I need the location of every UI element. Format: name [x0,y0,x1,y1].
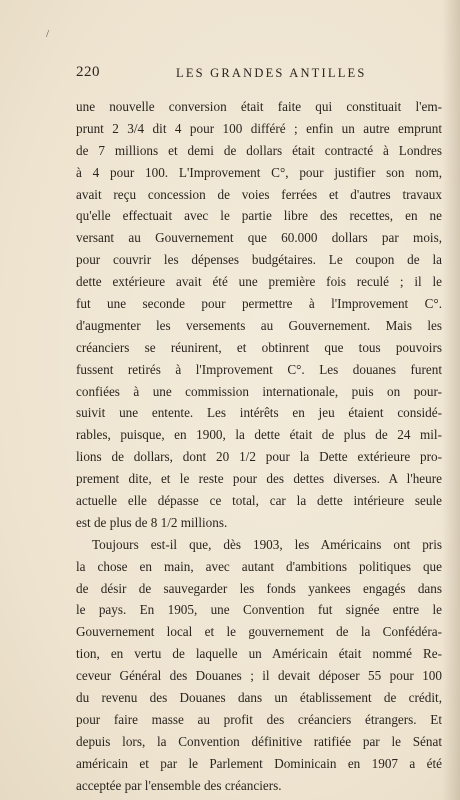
text-line: fussent retirés à l'Improvement C°. Les douanes furent [76,361,442,377]
page-gutter-shadow [442,0,460,800]
text-line: pour couvrir les dépenses budgétaires. Le coupon de la [76,252,442,268]
text-line: actuelle elle dépasse ce total, car la dette intérieure seule [76,493,442,509]
text-line: fut une seconde pour permettre à l'Improvement C°. [76,296,442,312]
text-line: la chose en main, avec autant d'ambitions politiques que [76,558,442,574]
text-line: Gouvernement local et le gouvernement de la Confédéra- [76,624,442,640]
text-line: acceptée par l'ensemble des créanciers. [76,777,282,793]
body-text [76,96,442,797]
paragraph [76,96,442,534]
running-title: LES GRANDES ANTILLES [176,66,367,80]
text-line: une nouvelle conversion était faite qui constituait l'em- [76,99,442,114]
text-line: pour faire masse au profit des créanciers étrangers. Et [76,711,442,727]
text-line: du revenu des Douanes dans un établissement de crédit, [76,690,442,706]
text-line: suivit une entente. Les intérêts en jeu étaient considé- [76,405,442,421]
page-number: 220 [76,64,100,80]
text-line: américain et par le Parlement Dominicain en 1907 a été [76,755,442,771]
text-line: le pays. En 1905, une Convention fut signée entre le [76,602,442,618]
text-line: Toujours est-il que, dès 1903, les Américains ont pris [92,536,442,552]
text-line: créanciers se réunirent, et obtinrent que tous pouvoirs [76,339,442,355]
text-line: tion, en vertu de laquelle un Américain était nommé Re- [76,646,442,662]
text-line: ceveur Général des Douanes ; il devait déposer 55 pour 100 [76,668,442,684]
paragraph [76,534,442,797]
text-line: prement dite, et le reste pour des dettes diverses. A l'heure [76,471,442,487]
running-header [76,64,442,84]
stray-mark: / [46,28,50,40]
text-line: versant au Gouvernement que 60.000 dollars par mois, [76,230,442,246]
text-line: lions de dollars, dont 20 1/2 pour la Dette extérieure pro- [76,449,442,465]
text-line: depuis lors, la Convention définitive ratifiée par le Sénat [76,733,442,749]
text-line: avait reçu concession de voies ferrées et d'autres travaux [76,186,442,202]
text-line: est de plus de 8 1/2 millions. [76,514,228,530]
text-line: dette extérieure avait été une première fois reculé ; il le [76,274,442,290]
text-line: de 7 millions et demi de dollars était contracté à Londres [76,142,442,158]
text-line: rables, puisque, en 1900, la dette était de plus de 24 mil- [76,427,442,443]
text-line: confiées à une commission internationale, puis on pour- [76,383,442,399]
text-line: d'augmenter les versements au Gouvernement. Mais les [76,317,442,333]
text-line: à 4 pour 100. L'Improvement C°, pour justifier son nom, [76,164,442,180]
text-line: qu'elle effectuait avec le partie libre des recettes, en ne [76,208,442,224]
text-line: de désir de sauvegarder les fonds yankees engagés dans [76,580,442,596]
text-line: prunt 2 3/4 dit 4 pour 100 différé ; enfin un autre emprunt [76,120,442,136]
